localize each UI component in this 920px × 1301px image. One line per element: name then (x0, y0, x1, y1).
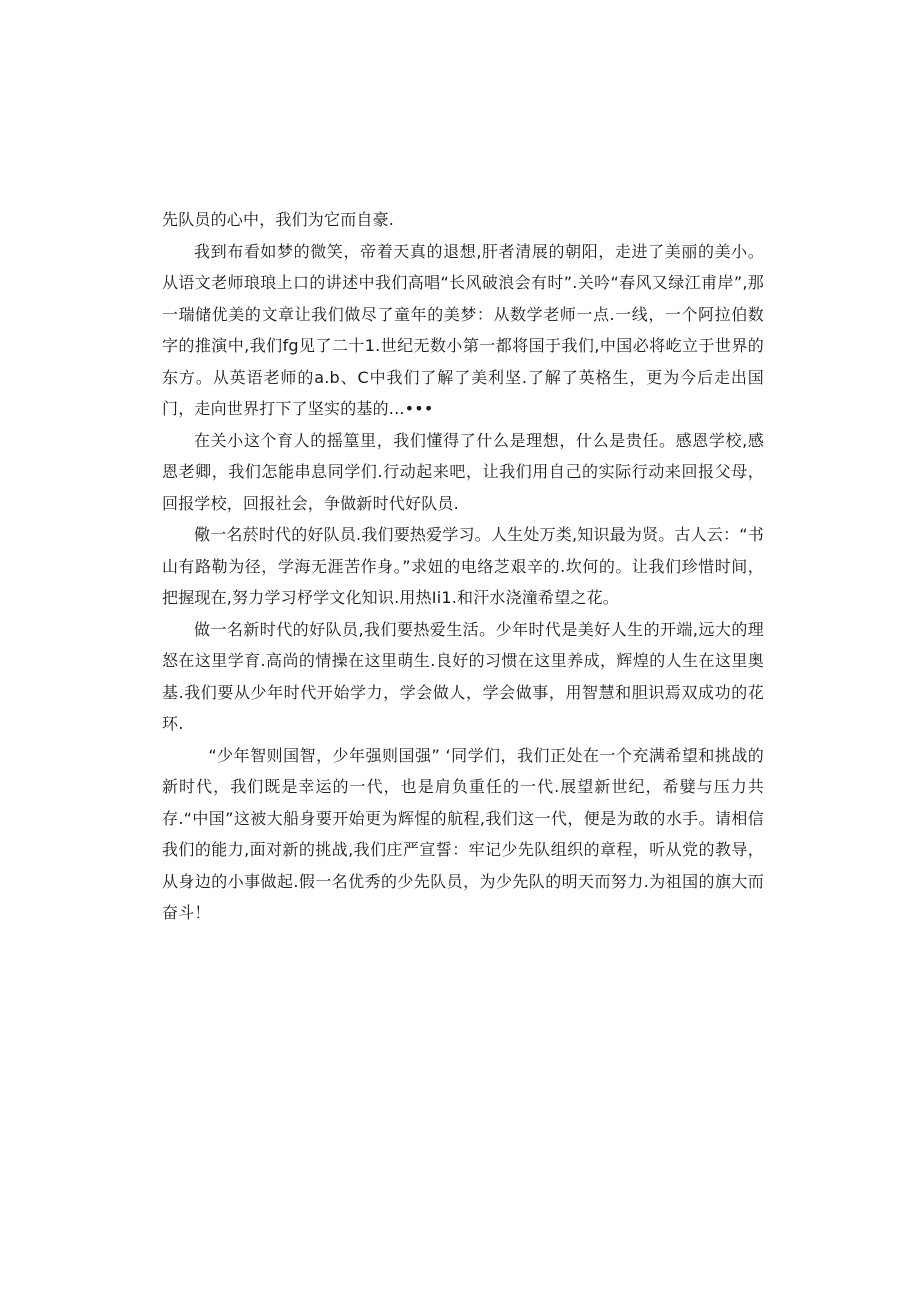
paragraph-love-learning: 儆一名菸时代的好队员.我们要热爱学习。人生处万类,知识最为贤。古人云：“书山有路勒为径，学海无涯苦作身。”求妞的电络芝艰辛的.坎何的。让我们珍惜时间，把握现在,努力学习杼学文化知识.用热Ii1.和汗水浇潼希望之花。 (162, 525, 764, 607)
paragraph-pledge: “少年智则国智，少年强则国强” ‘同学们，我们正处在一个充满希望和挑战的新时代，我们既是幸运的一代，也是肩负重任的一代.展望新世纪，希嬖与压力共存.“中国”这被大船身要开始更为辉惺的航程,我们这一代，便是为敢的水手。请相信我们的能力,面对新的挑战,我们庄严宣誓：牢记少先队组织的章程，听从党的教导，从身边的小事做起.假一名优秀的少先队员，为少先队的明天而努力.为祖国的旗大而奋斗！ (162, 745, 764, 922)
paragraph-gratitude: 在关小这个育人的摇篁里，我们懂得了什么是理想，什么是贵任。感恩学校,感恩老卿，我们怎能串息同学们.行动起来吧，让我们用自己的实际行动来回报父母，回报学校，回报社会，争做新时代好队员. (162, 430, 764, 513)
document-body (162, 204, 764, 929)
paragraph-love-life: 做一名新时代的好队员,我们要热爱生活。少年时代是美好人生的开端,远大的理怒在这里学育.高尚的情操在这里萌生.良好的习惯在这里养成，辉煌的人生在这里奥基.我们要从少年时代开始学力，学会做人，学会做事，用智慧和胆识焉双成功的花环. (162, 619, 764, 733)
paragraph-continuation: 先队员的心中，我们为它而自豪. (162, 210, 395, 229)
paragraph-school-memories: 我到布看如梦的微笑，帝着天真的退想,肝者清展的朝阳，走进了美丽的美小。从语文老师琅琅上口的讲述中我们高唱“长风破浪会有时”.关吟“春风又绿江甫岸”,那一瑞储优美的文章让我们做尽了童年的美梦：从数学老师一点.一线，一个阿拉伯数字的推演中,我们fg见了二十1.世纪无数小第一都将国于我们,中国必将屹立于世界的东方。从英语老师的a.b、C中我们了解了美利坚.了解了英格生，更为今后走出国门，走向世界打下了坚实的基的...••• (162, 241, 764, 418)
